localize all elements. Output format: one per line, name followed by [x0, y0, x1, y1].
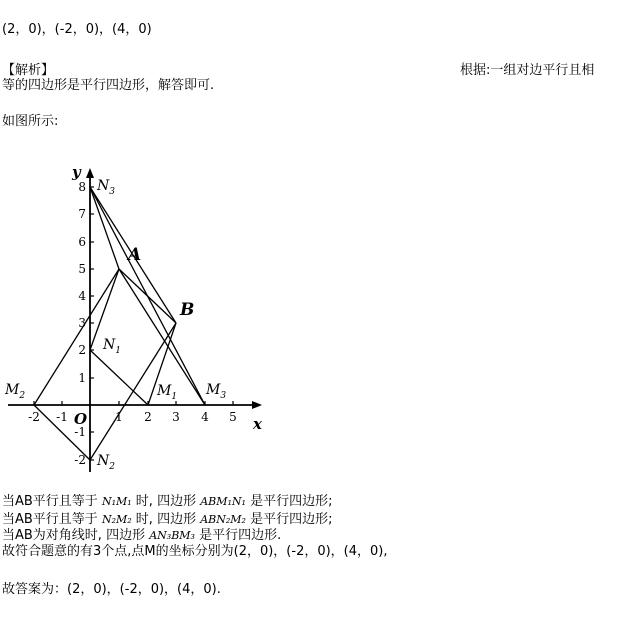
case-text: 当AB为对角线时, 四边形 — [2, 528, 146, 543]
point-n2-label: $N_2$ — [97, 453, 115, 472]
case-text: 时, 四边形 — [131, 512, 197, 527]
x-tick-label: 1 — [115, 410, 123, 424]
y-tick-label: 1 — [78, 371, 86, 385]
y-tick-label: -2 — [74, 453, 86, 467]
x-tick-label: 3 — [172, 410, 180, 424]
point-m3-label: $M_3$ — [206, 382, 227, 401]
point-a-label: A — [128, 245, 142, 265]
y-axis-label: y — [72, 163, 81, 181]
x-tick-label: 2 — [144, 410, 152, 424]
x-tick-label: 5 — [229, 410, 237, 424]
segment-label: N₂M₂ — [101, 513, 132, 526]
point-m1-label: $M_1$ — [157, 383, 178, 402]
case-text: 是平行四边形; — [245, 512, 333, 527]
x-axis-arrow — [252, 401, 262, 409]
y-tick-label: 3 — [78, 316, 86, 330]
quadrilateral-label: AN₃BM₃ — [149, 529, 195, 542]
case-line-3 — [2, 528, 281, 544]
x-tick-label: 4 — [201, 410, 209, 424]
point-b-label: B — [180, 300, 195, 320]
x-tick-label: -2 — [28, 410, 40, 424]
y-tick-label: -1 — [74, 425, 86, 439]
y-tick-label: 5 — [78, 262, 86, 276]
point-n3-label: $N_3$ — [97, 178, 115, 197]
answer-line: (2，0)，(-2，0)，(4，0) — [2, 22, 152, 37]
case-text: 当AB平行且等于 — [2, 494, 98, 509]
analysis-text-continued: 等的四边形是平行四边形，解答即可. — [2, 78, 215, 93]
case-text: 时, 四边形 — [131, 494, 197, 509]
x-axis-label: x — [253, 415, 262, 433]
conclusion-line: 故符合题意的有3个点,点M的坐标分别为(2，0)，(-2，0)，(4，0), — [2, 544, 388, 559]
y-axis-arrow — [86, 168, 94, 178]
point-n1-label: $N_1$ — [103, 337, 121, 356]
x-tick-label: -1 — [56, 410, 68, 424]
analysis-label: 【解析】 — [2, 63, 55, 78]
point-m2-label: $M_2$ — [5, 382, 26, 401]
quadrilateral-label: ABM₁N₁ — [200, 495, 246, 508]
y-tick-label: 8 — [78, 180, 86, 194]
quadrilateral-label: ABN₂M₂ — [200, 513, 246, 526]
final-answer-line: 故答案为：(2，0)，(-2，0)，(4，0). — [2, 582, 221, 597]
segment-label: N₁M₁ — [101, 495, 132, 508]
analysis-text-right: 根据:一组对边平行且相 — [460, 63, 595, 78]
y-tick-label: 4 — [78, 289, 86, 303]
y-tick-label: 6 — [78, 235, 86, 249]
case-text: 是平行四边形. — [194, 528, 282, 543]
origin-label: O — [74, 410, 88, 428]
case-text: 是平行四边形; — [245, 494, 333, 509]
case-line-2 — [2, 512, 332, 528]
y-tick-label: 7 — [78, 207, 86, 221]
case-line-1 — [2, 494, 332, 510]
figure-intro: 如图所示: — [2, 114, 59, 129]
coordinate-figure — [0, 160, 280, 472]
case-text: 当AB平行且等于 — [2, 512, 98, 527]
y-tick-label: 2 — [78, 343, 86, 357]
